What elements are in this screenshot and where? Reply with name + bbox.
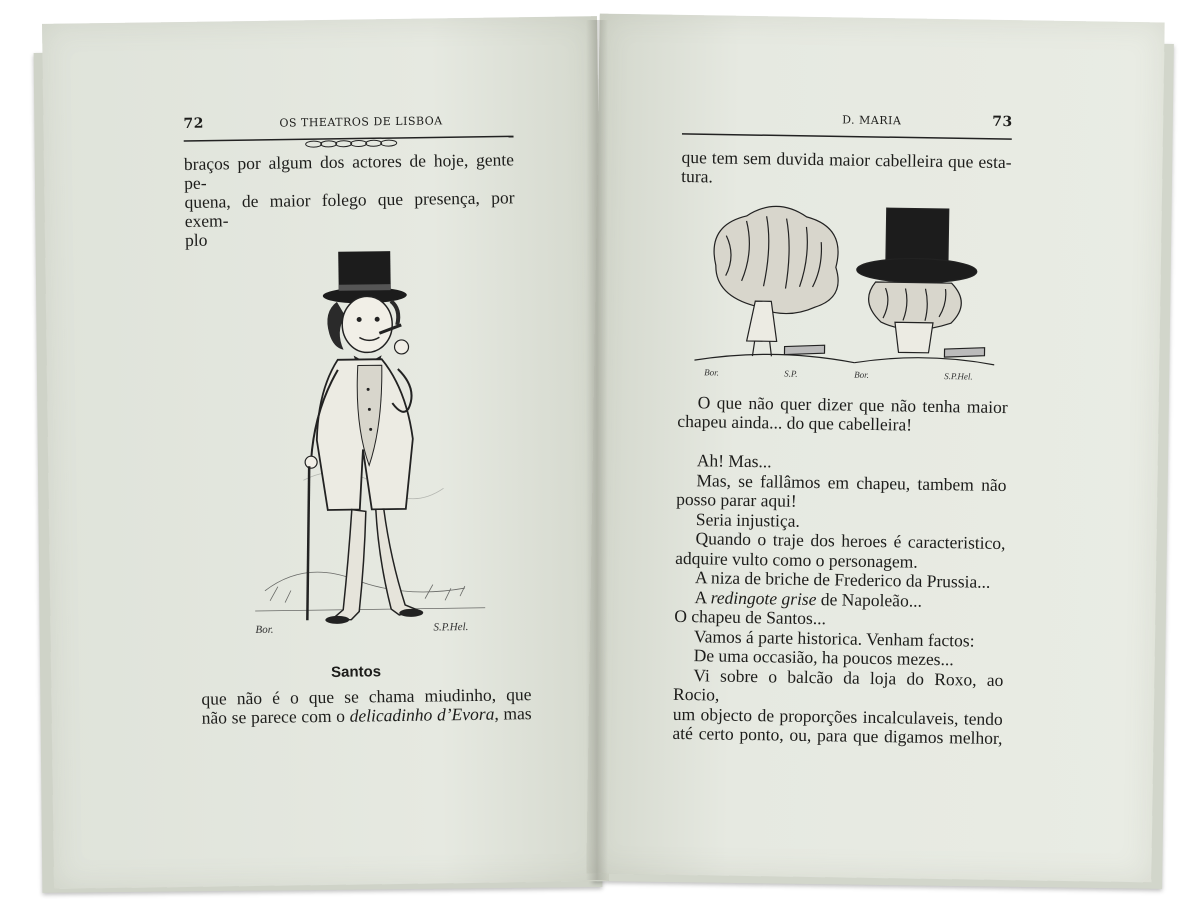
italic-text: redingote grise: [710, 586, 817, 609]
page-number: 72: [183, 115, 204, 132]
text-line: um objecto de proporções incalculaveis, tendo: [672, 703, 1003, 729]
illustration-caption: Santos: [330, 663, 382, 681]
book-gutter: [586, 20, 608, 880]
text-line: De uma occasião, ha poucos mezes...: [693, 645, 954, 670]
text-line: A niza de briche de Frederico da Prussia...: [694, 567, 991, 592]
illustration-signature: Bor.: [704, 367, 720, 378]
text-line: plo: [184, 229, 208, 250]
open-book: [38, 10, 1168, 890]
hair-and-hat-illustration: [694, 195, 997, 390]
right-page: [586, 14, 1164, 883]
right-top-text: [681, 148, 1012, 191]
illustration-signature-right: S.P.Hel.: [433, 621, 469, 634]
text-line: que tem sem duvida maior cabelleira que esta-: [681, 146, 1012, 173]
page-number: 73: [992, 113, 1013, 131]
text-line: que não é o que se chama miudinho, que: [201, 684, 532, 709]
text-line: quena, de maior folego que presença, por exem-: [184, 187, 515, 231]
text-span: , mas: [494, 703, 532, 724]
text-line: Seria injustiça.: [695, 508, 801, 531]
text-line: até certo ponto, ou, para que digamos melhor,: [672, 722, 1003, 749]
text-line: adquire vulto como o personagem.: [675, 547, 918, 572]
italic-text: delicadinho d’Evora: [349, 703, 495, 726]
illustration-signature: S.P.Hel.: [944, 371, 973, 382]
text-line: [202, 704, 532, 728]
text-line: Vi sobre o balcão da loja do Roxo, ao Rocio,: [672, 664, 1004, 705]
text-line: O chapeu de Santos...: [674, 605, 827, 629]
text-line: braços por algum dos actores de hoje, gente pe-: [183, 149, 515, 193]
running-title: OS THEATROS DE LISBOA: [279, 114, 443, 130]
text-line: chapeu ainda... do que cabelleira!: [677, 410, 913, 435]
running-title: D. MARIA: [842, 113, 902, 128]
left-bottom-text: [201, 685, 531, 728]
right-paragraph-2: [672, 451, 1007, 749]
text-line: Ah! Mas...: [696, 450, 772, 472]
text-line: Vamos á parte historica. Venham factos:: [693, 625, 975, 651]
text-line: posso parar aqui!: [676, 488, 797, 511]
text-span: A: [694, 586, 711, 607]
right-paragraph-1: [677, 393, 1008, 436]
text-line: O que não quer dizer que não tenha maior: [697, 392, 1008, 418]
illustration-signature: S.P.: [784, 368, 798, 379]
santos-caricature-illustration: [240, 228, 496, 651]
text-span: de Napoleão...: [816, 588, 923, 611]
text-span: não se parece com o: [201, 705, 350, 728]
text-line: tura.: [681, 165, 713, 187]
left-page: [42, 16, 609, 889]
illustration-signature-left: Bor.: [255, 623, 274, 636]
illustration-signature: Bor.: [854, 369, 869, 380]
text-line: Mas, se fallâmos em chapeu, tambem não: [696, 469, 1007, 495]
text-line: Quando o traje dos heroes é caracteristico,: [695, 528, 1006, 554]
